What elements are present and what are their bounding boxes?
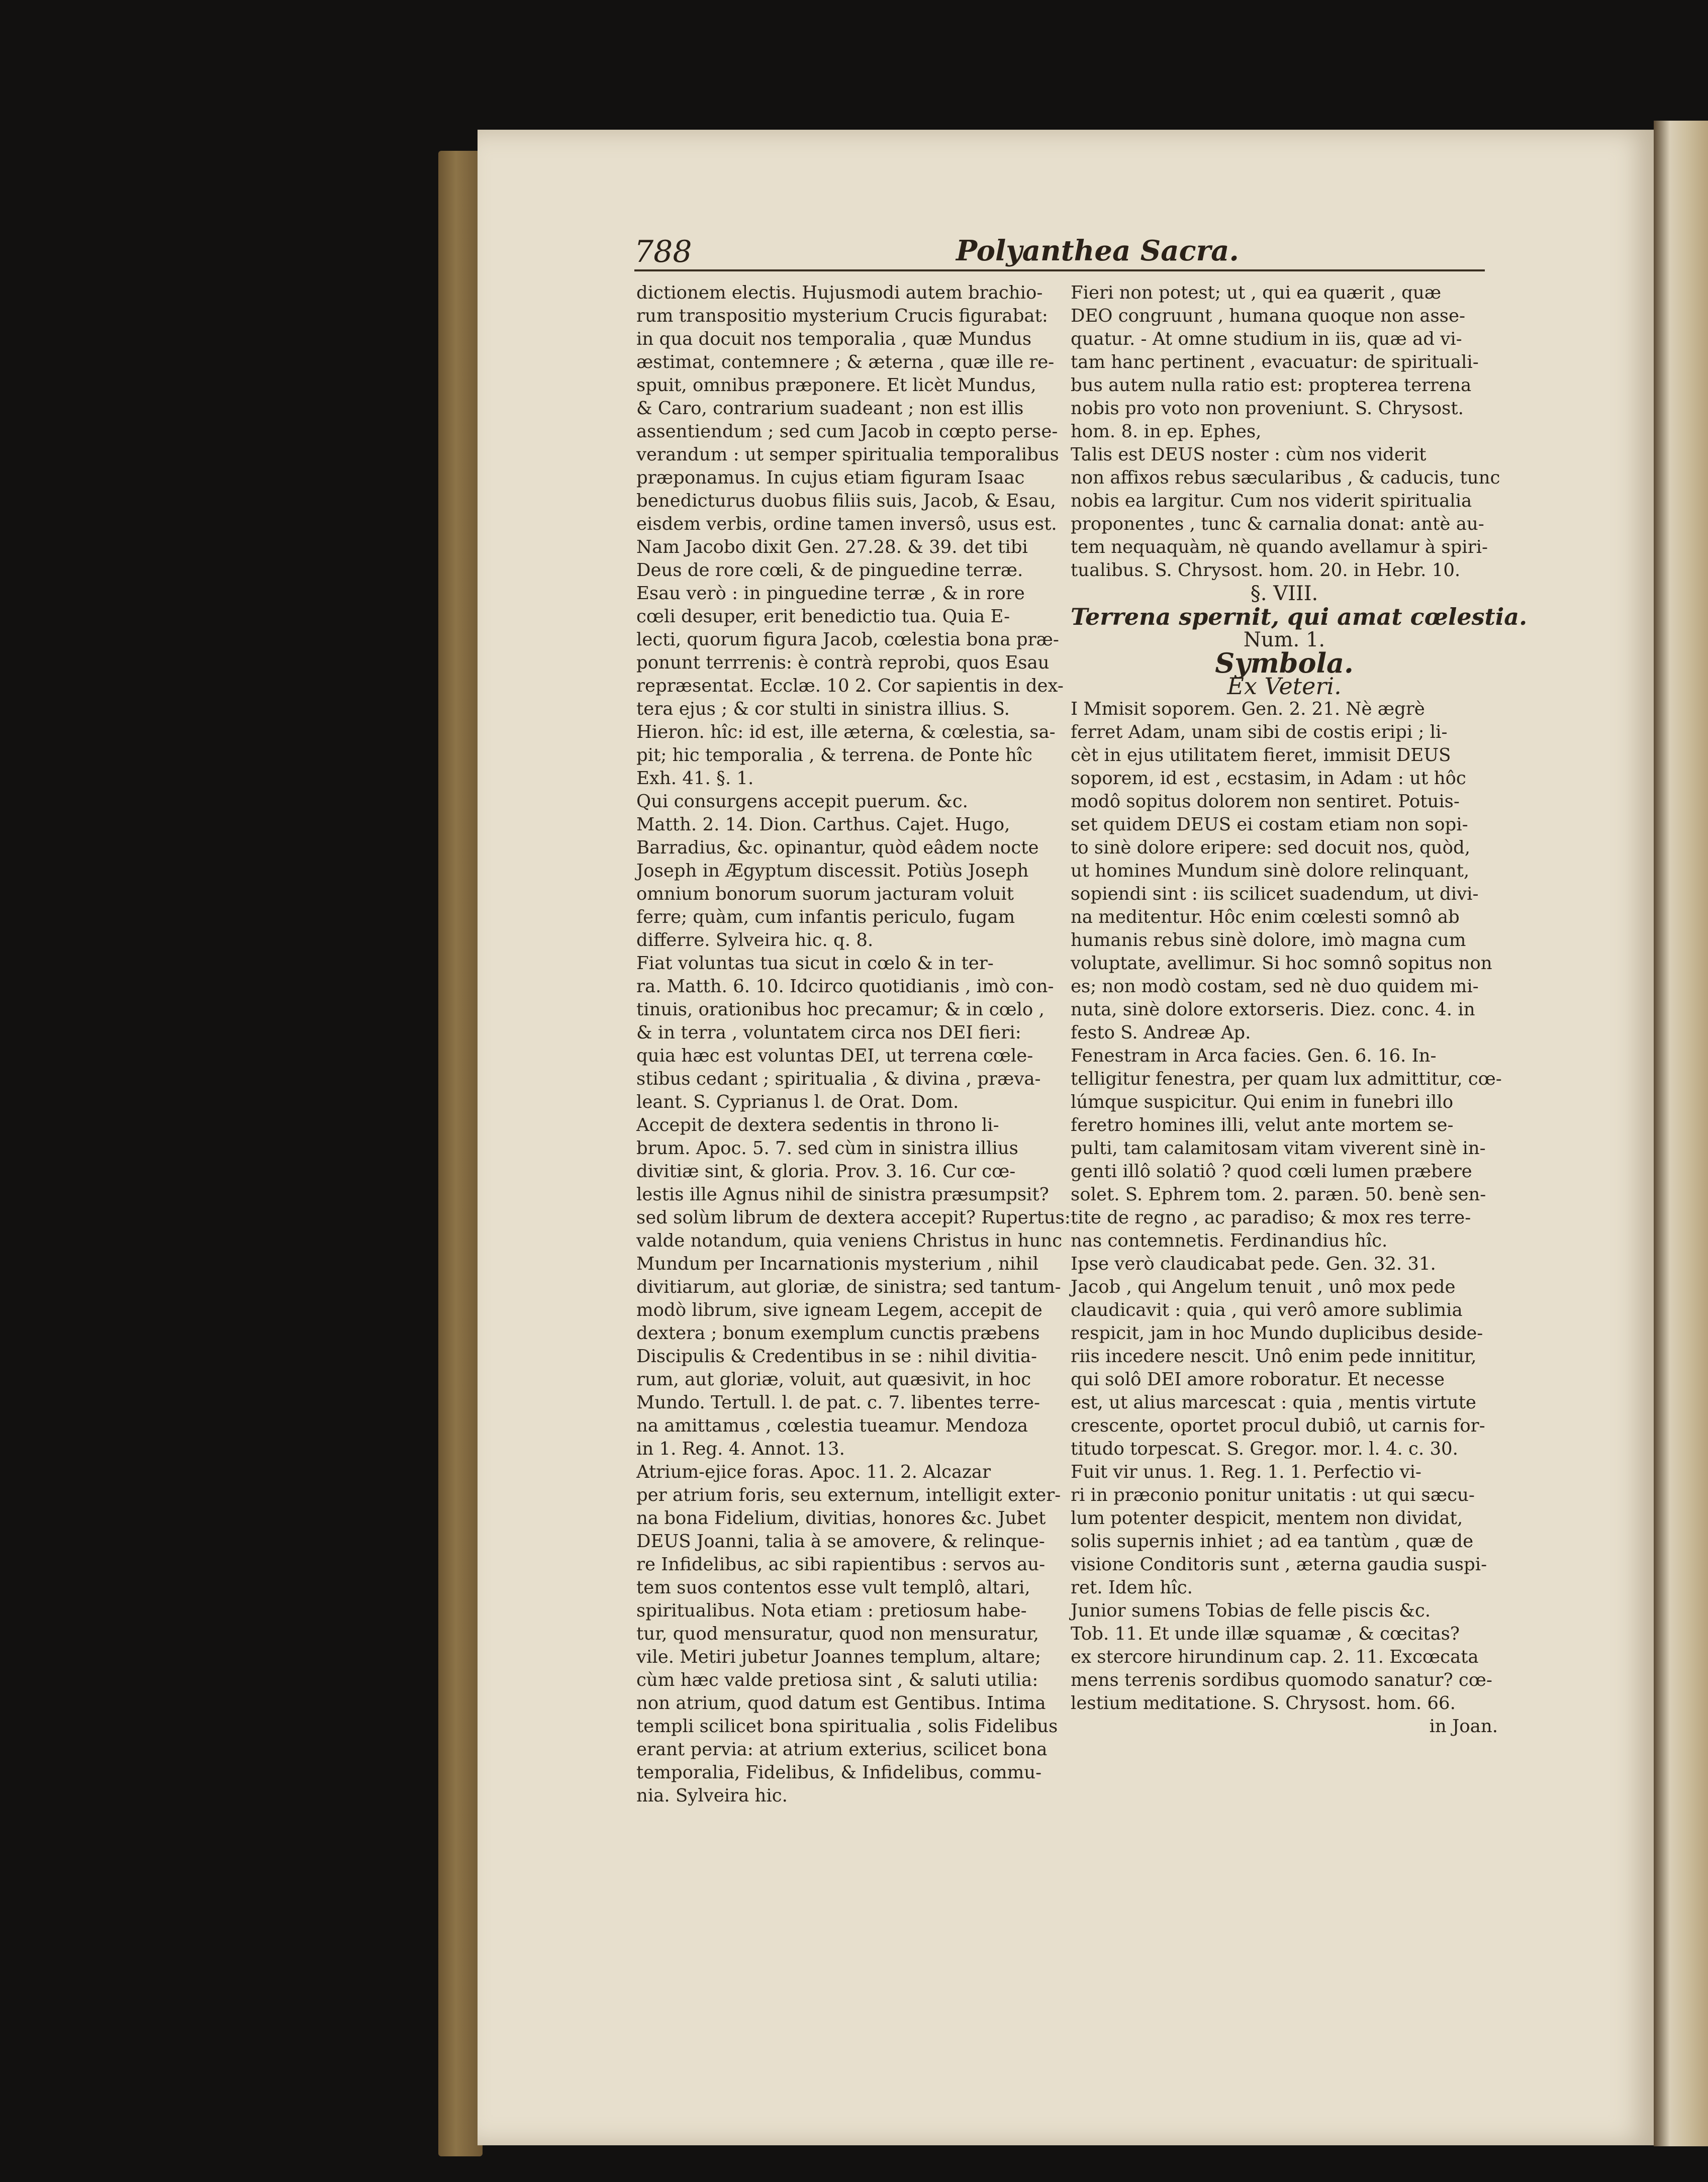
text-line: tur, quod mensuratur, quod non mensuratur, (636, 1624, 1039, 1644)
text-line: Joseph in Ægyptum discessit. Potiùs Joseph (636, 861, 1029, 881)
text-line: es; non modò costam, sed nè duo quidem mi- (1071, 976, 1479, 997)
text-line: lestium meditatione. S. Chrysost. hom. 66. (1071, 1693, 1456, 1714)
text-line: benedicturus duobus filiis suis, Jacob, & Esau, (636, 491, 1056, 511)
text-line: nas contemnetis. Ferdinandius hîc. (1071, 1230, 1388, 1251)
text-line: tualibus. S. Chrysost. hom. 20. in Hebr. 10. (1071, 560, 1461, 581)
text-line: tinuis, orationibus hoc precamur; & in cœlo , (636, 999, 1045, 1020)
catchword: in Joan. (1429, 1716, 1498, 1737)
text-line: Tob. 11. Et unde illæ squamæ , & cœcitas? (1071, 1624, 1460, 1644)
text-line: rum, aut gloriæ, voluit, aut quæsivit, in hoc (636, 1369, 1031, 1390)
text-line: spiritualibus. Nota etiam : pretiosum habe- (636, 1600, 1027, 1621)
text-line: soporem, id est , ecstasim, in Adam : ut hôc (1071, 768, 1466, 789)
text-line: differre. Sylveira hic. q. 8. (636, 930, 874, 951)
section-title: Terrena spernit, qui amat cœlestia. (1071, 603, 1528, 630)
text-line: Exh. 41. §. 1. (636, 768, 754, 789)
text-line: verandum : ut semper spiritualia temporalibus (636, 444, 1059, 465)
text-line: lestis ille Agnus nihil de sinistra præsumpsit? (636, 1184, 1049, 1205)
text-line: non affixos rebus sæcularibus , & caducis, tunc (1071, 467, 1500, 488)
text-line: est, ut alius marcescat : quia , mentis virtute (1071, 1392, 1476, 1413)
text-line: stibus cedant ; spiritualia , & divina , præva- (636, 1069, 1041, 1089)
text-line: nobis pro voto non proveniunt. S. Chrysost. (1071, 398, 1464, 419)
text-line: Esau verò : in pinguedine terræ , & in rore (636, 583, 1025, 604)
text-line: cœli desuper, erit benedictio tua. Quia E- (636, 606, 1010, 627)
text-line: spuit, omnibus præponere. Et licèt Mundus, (636, 375, 1036, 396)
text-line: Deus de rore cœli, & de pinguedine terræ. (636, 560, 1023, 581)
text-line: in qua docuit nos temporalia , quæ Mundus (636, 329, 1032, 349)
text-line: solis supernis inhiet ; ad ea tantùm , quæ de (1071, 1531, 1474, 1552)
text-line: hom. 8. in ep. Ephes, (1071, 421, 1262, 442)
text-line: divitiarum, aut gloriæ, de sinistra; sed tantum- (636, 1277, 1061, 1297)
text-line: bus autem nulla ratio est: propterea terrena (1071, 375, 1472, 396)
text-line: eisdem verbis, ordine tamen inversô, usus est. (636, 514, 1057, 534)
text-line: Fuit vir unus. 1. Reg. 1. 1. Perfectio vi- (1071, 1462, 1421, 1482)
text-line: Jacob , qui Angelum tenuit , unô mox pede (1071, 1277, 1456, 1297)
text-line: dictionem electis. Hujusmodi autem brachio- (636, 282, 1043, 303)
text-line: re Infidelibus, ac sibi rapientibus : servos au- (636, 1554, 1046, 1575)
text-line: Mundo. Tertull. l. de pat. c. 7. libentes terre- (636, 1392, 1040, 1413)
text-line: erant pervia: at atrium exterius, scilicet bona (636, 1739, 1048, 1760)
text-line: quatur. - At omne studium in iis, quæ ad vi- (1071, 329, 1462, 349)
text-line: Accepit de dextera sedentis in throno li- (636, 1115, 999, 1135)
text-line: præponamus. In cujus etiam figuram Isaac (636, 467, 1025, 488)
text-line: modô sopitus dolorem non sentiret. Potuis- (1071, 791, 1460, 812)
text-line: æstimat, contemnere ; & æterna , quæ ille re- (636, 352, 1055, 372)
text-line: Hieron. hîc: id est, ille æterna, & cœlestia, sa- (636, 722, 1056, 742)
text-line: nobis ea largitur. Cum nos viderit spiritualia (1071, 491, 1472, 511)
text-line: rum transpositio mysterium Crucis figurabat: (636, 306, 1048, 326)
text-line: ret. Idem hîc. (1071, 1577, 1193, 1598)
text-line: festo S. Andreæ Ap. (1071, 1022, 1251, 1043)
ex-veteri-heading: Ex Veteri. (1227, 673, 1342, 700)
text-line: tem suos contentos esse vult templô, altari, (636, 1577, 1030, 1598)
text-line: Talis est DEUS noster : cùm nos viderit (1071, 444, 1427, 465)
text-line: sopiendi sint : iis scilicet suadendum, ut divi- (1071, 884, 1479, 904)
text-line: leant. S. Cyprianus l. de Orat. Dom. (636, 1092, 959, 1112)
text-line: ferret Adam, unam sibi de costis eripi ; li- (1071, 722, 1448, 742)
text-line: cùm hæc valde pretiosa sint , & saluti utilia: (636, 1670, 1038, 1690)
text-line: ut homines Mundum sinè dolore relinquant, (1071, 861, 1470, 881)
text-line: in 1. Reg. 4. Annot. 13. (636, 1439, 845, 1459)
text-line: divitiæ sint, & gloria. Prov. 3. 16. Cur cœ- (636, 1161, 1016, 1182)
section-num: Num. 1. (1243, 628, 1325, 651)
text-line: Fiat voluntas tua sicut in cœlo & in ter- (636, 953, 994, 974)
text-line: brum. Apoc. 5. 7. sed cùm in sinistra illius (636, 1138, 1018, 1159)
text-line: lúmque suspicitur. Qui enim in funebri illo (1071, 1092, 1454, 1112)
text-line: DEUS Joanni, talia à se amovere, & relinque- (636, 1531, 1045, 1552)
text-line: crescente, oportet procul dubiô, ut carnis for- (1071, 1415, 1485, 1436)
text-line: visione Conditoris sunt , æterna gaudia suspi- (1071, 1554, 1487, 1575)
text-line: Mundum per Incarnationis mysterium , nihil (636, 1254, 1038, 1274)
text-line: to sinè dolore eripere: sed docuit nos, quòd, (1071, 837, 1471, 858)
text-line: na amittamus , cœlestia tueamur. Mendoza (636, 1415, 1028, 1436)
text-line: Ipse verò claudicabat pede. Gen. 32. 31. (1071, 1254, 1436, 1274)
text-line: claudicavit : quia , qui verô amore sublimia (1071, 1300, 1463, 1320)
text-line: qui solô DEI amore roboratur. Et necesse (1071, 1369, 1445, 1390)
text-line: riis incedere nescit. Unô enim pede innititur, (1071, 1346, 1477, 1367)
text-line: & Caro, contrarium suadeant ; non est illis (636, 398, 1024, 419)
running-title: Polyanthea Sacra. (956, 234, 1239, 267)
text-line: Barradius, &c. opinantur, quòd eâdem nocte (636, 837, 1039, 858)
text-line: nuta, sinè dolore extorseris. Diez. conc. 4. in (1071, 999, 1475, 1020)
text-line: respicit, jam in hoc Mundo duplicibus deside- (1071, 1323, 1483, 1344)
text-line: proponentes , tunc & carnalia donat: antè au- (1071, 514, 1484, 534)
right-column-bottom-text (1071, 698, 1502, 1715)
book-spine (438, 151, 483, 2156)
symbola-heading: Symbola. (1215, 647, 1354, 679)
text-line: modò librum, sive igneam Legem, accepit de (636, 1300, 1042, 1320)
text-line: Fieri non potest; ut , qui ea quærit , quæ (1071, 282, 1442, 303)
page-header (634, 234, 1489, 274)
text-line: tera ejus ; & cor stulti in sinistra illius. S. (636, 699, 1010, 719)
text-line: telligitur fenestra, per quam lux admittitur, cœ- (1071, 1069, 1502, 1089)
text-line: I Mmisit soporem. Gen. 2. 21. Nè ægrè (1071, 699, 1425, 719)
right-column-top-text (1071, 281, 1498, 582)
text-line: ri in præconio ponitur unitatis : ut qui sæcu- (1071, 1485, 1475, 1505)
text-line: per atrium foris, seu externum, intelligit exter- (636, 1485, 1061, 1505)
text-line: ex stercore hirundinum cap. 2. 11. Excœcata (1071, 1647, 1479, 1667)
text-line: Matth. 2. 14. Dion. Carthus. Cajet. Hugo, (636, 814, 1010, 835)
text-line: feretro homines illi, velut ante mortem se- (1071, 1115, 1454, 1135)
text-line: na bona Fidelium, divitias, honores &c. Jubet (636, 1508, 1046, 1529)
text-line: voluptate, avellimur. Si hoc somnô sopitus non (1071, 953, 1492, 974)
text-line: ra. Matth. 6. 10. Idcirco quotidianis , imò con- (636, 976, 1054, 997)
left-column (636, 281, 1071, 1808)
text-line: Qui consurgens accepit puerum. &c. (636, 791, 968, 812)
text-line: Fenestram in Arca facies. Gen. 6. 16. In- (1071, 1046, 1437, 1066)
text-line: solet. S. Ephrem tom. 2. paræn. 50. benè sen- (1071, 1184, 1486, 1205)
text-line: pulti, tam calamitosam vitam viverent sinè in- (1071, 1138, 1486, 1159)
facing-page-edge (1654, 121, 1708, 2146)
text-line: repræsentat. Ecclæ. 10 2. Cor sapientis in dex- (636, 676, 1064, 696)
text-line: non atrium, quod datum est Gentibus. Intima (636, 1693, 1046, 1714)
text-line: set quidem DEUS ei costam etiam non sopi- (1071, 814, 1468, 835)
text-line: na meditentur. Hôc enim cœlesti somnô ab (1071, 907, 1460, 927)
text-line: dextera ; bonum exemplum cunctis præbens (636, 1323, 1040, 1344)
text-line: templi scilicet bona spiritualia , solis Fidelibus (636, 1716, 1058, 1737)
text-line: mens terrenis sordibus quomodo sanatur? cœ- (1071, 1670, 1492, 1690)
text-line: quia hæc est voluntas DEI, ut terrena cœle- (636, 1046, 1033, 1066)
text-line: assentiendum ; sed cum Jacob in cœpto perse- (636, 421, 1058, 442)
text-line: Nam Jacobo dixit Gen. 27.28. & 39. det tibi (636, 537, 1028, 557)
text-line: lecti, quorum figura Jacob, cœlestia bona præ- (636, 629, 1059, 650)
page-number: 788 (634, 234, 692, 269)
text-line: tem nequaquàm, nè quando avellamur à spiri- (1071, 537, 1488, 557)
text-line: DEO congruunt , humana quoque non asse- (1071, 306, 1465, 326)
text-line: vile. Metiri jubetur Joannes templum, altare; (636, 1647, 1041, 1667)
right-column (1071, 281, 1528, 1738)
text-line: pit; hic temporalia , & terrena. de Ponte hîc (636, 745, 1032, 766)
text-line: ferre; quàm, cum infantis periculo, fugam (636, 907, 1015, 927)
text-line: humanis rebus sinè dolore, imò magna cum (1071, 930, 1466, 951)
text-line: Atrium-ejice foras. Apoc. 11. 2. Alcazar (636, 1462, 991, 1482)
text-line: temporalia, Fidelibus, & Infidelibus, commu- (636, 1762, 1042, 1783)
text-line: sed solùm librum de dextera accepit? Rupertus: (636, 1207, 1071, 1228)
text-line: ponunt terrrenis: è contrà reprobi, quos Esau (636, 652, 1050, 673)
section-number: §. VIII. (1250, 582, 1318, 605)
text-line: Junior sumens Tobias de felle piscis &c. (1071, 1600, 1431, 1621)
text-line: titudo torpescat. S. Gregor. mor. l. 4. c. 30. (1071, 1439, 1458, 1459)
text-line: tam hanc pertinent , evacuatur: de spirituali- (1071, 352, 1479, 372)
text-line: Discipulis & Credentibus in se : nihil divitia- (636, 1346, 1037, 1367)
text-line: cèt in ejus utilitatem fieret, immisit DEUS (1071, 745, 1451, 766)
text-line: nia. Sylveira hic. (636, 1785, 788, 1806)
text-line: omnium bonorum suorum jacturam voluit (636, 884, 1014, 904)
text-line: tite de regno , ac paradiso; & mox res terre- (1071, 1207, 1471, 1228)
text-line: valde notandum, quia veniens Christus in hunc (636, 1230, 1063, 1251)
text-line: & in terra , voluntatem circa nos DEI fieri: (636, 1022, 1021, 1043)
text-line: genti illô solatiô ? quod cœli lumen præbere (1071, 1161, 1472, 1182)
text-line: lum potenter despicit, mentem non dividat, (1071, 1508, 1463, 1529)
header-rule (634, 269, 1485, 271)
